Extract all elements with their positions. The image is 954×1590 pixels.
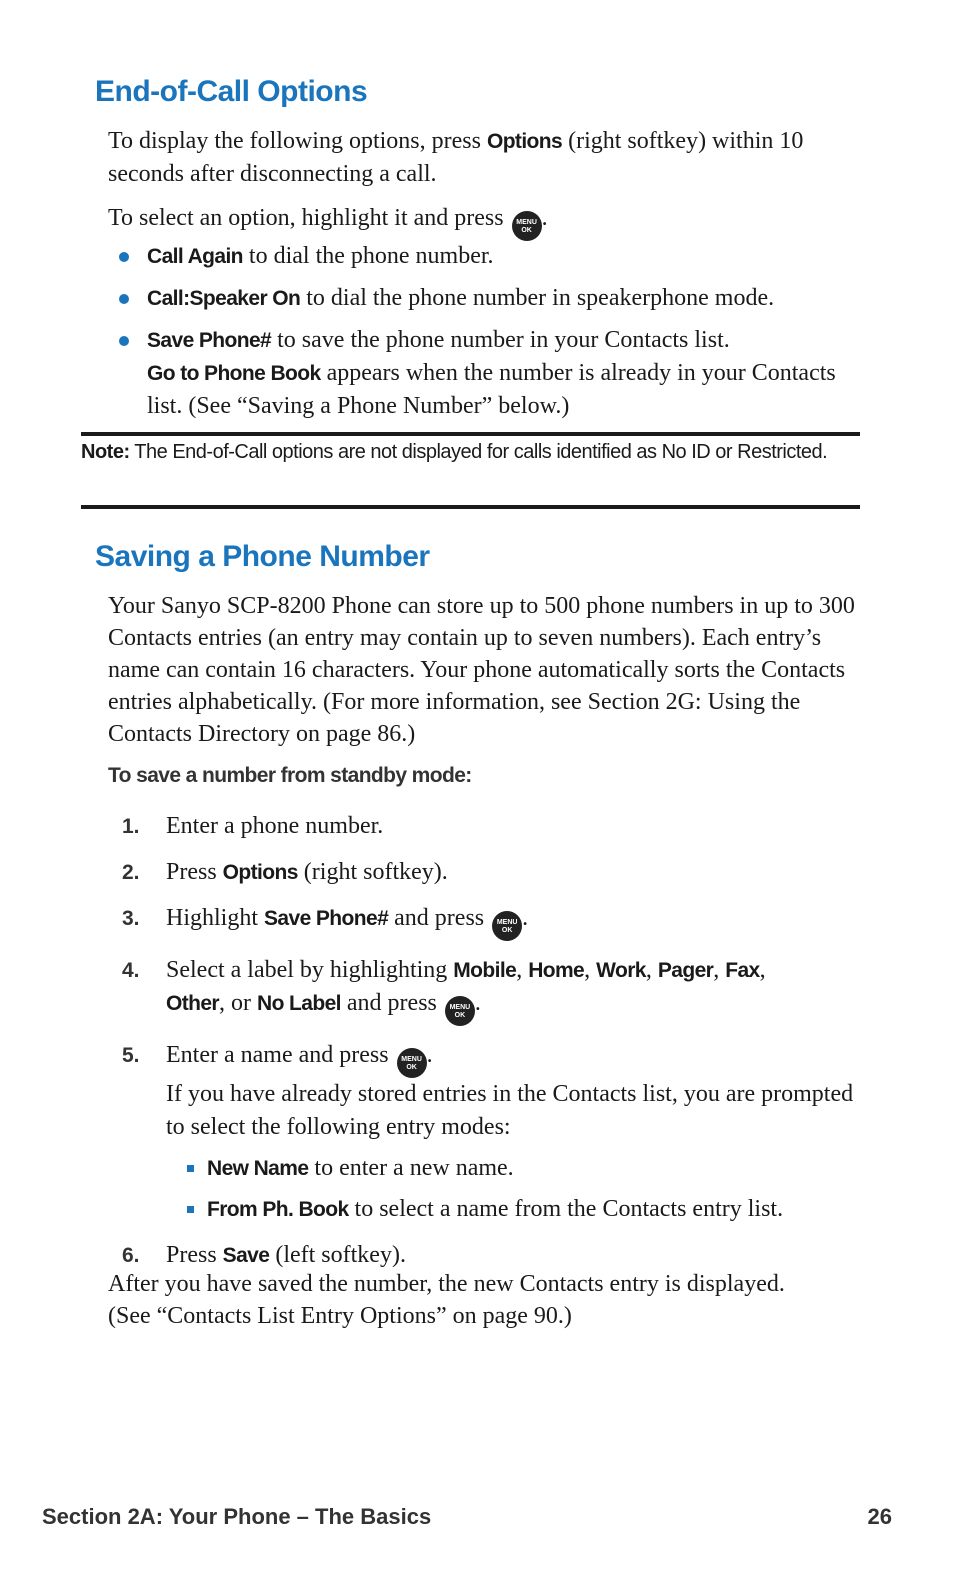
bullet-icon: [119, 336, 129, 346]
closing-paragraph: After you have saved the number, the new Contacts entry is displayed. (See “Contacts List Entry Options” on page 90.): [108, 1271, 785, 1329]
list-item: From Ph. Book to select a name from the Contacts entry list.: [166, 1193, 868, 1226]
end-of-call-options-list: [108, 240, 868, 431]
list-item: Call:Speaker On to dial the phone number in speakerphone mode.: [108, 282, 868, 315]
step-item: 6. Press Save (left softkey).: [122, 1242, 406, 1268]
select-paragraph: To select an option, highlight it and press MENU OK .: [108, 202, 548, 241]
note-top-rule: [81, 432, 860, 436]
bullet-icon: [119, 294, 129, 304]
menu-ok-key-icon: MENU OK: [492, 911, 522, 941]
procedure-heading: To save a number from standby mode:: [108, 764, 472, 787]
step-item: 1. Enter a phone number.: [122, 813, 384, 839]
list-item: New Name to enter a new name.: [166, 1152, 868, 1185]
entry-mode-list: [166, 1152, 868, 1226]
menu-ok-key-icon: MENU OK: [512, 211, 542, 241]
step-item: 5. Enter a name and press MENU OK . If you have already stored entries in the Contacts list, you are prompted to select the following entry modes: New Name to enter a new name. From Ph. Book to select a name from the Contacts entry list.: [108, 1039, 868, 1226]
list-item: Save Phone# to save the phone number in your Contacts list. Go to Phone Book appears when the number is already in your Contacts list. (See “Saving a Phone Number” below.): [108, 324, 868, 422]
list-item: Call Again to dial the phone number.: [108, 240, 868, 273]
bullet-icon: [119, 252, 129, 262]
note-bottom-rule: [81, 505, 860, 509]
menu-ok-key-icon: MENU OK: [445, 996, 475, 1026]
section-title-saving: Saving a Phone Number: [95, 540, 430, 573]
step-item: 3. Highlight Save Phone# and press MENU OK .: [108, 902, 868, 941]
footer-page-number: 26: [867, 1504, 892, 1529]
footer-section-label: Section 2A: Your Phone – The Basics: [42, 1504, 432, 1529]
keyword-options: Options: [486, 130, 563, 153]
section-title-end-of-call: End-of-Call Options: [95, 75, 368, 108]
step-item: 4. Select a label by highlighting Mobile, Home, Work, Pager, Fax, Other, or No Label and press MENU OK .: [108, 954, 868, 1026]
square-bullet-icon: [187, 1206, 194, 1213]
step-item: 2. Press Options (right softkey).: [122, 859, 448, 885]
menu-ok-key-icon: MENU OK: [397, 1048, 427, 1078]
intro-paragraph: To display the following options, press Options (right softkey) within 10 seconds after disconnecting a call.: [108, 128, 804, 187]
square-bullet-icon: [187, 1165, 194, 1172]
saving-body-paragraph: Your Sanyo SCP-8200 Phone can store up to 500 phone numbers in up to 300 Contacts entries (an entry may contain up to seven numbers). Each entry’s name can contain 16 characters. Your phone automatically sorts the Contacts entries alphabetically. (For more information, see Section 2G: Using the Contacts Directory on page 86.): [108, 593, 855, 747]
note-box: Note: The End-of-Call options are not displayed for calls identified as No ID or Restricted.: [81, 441, 828, 463]
steps-list: [108, 810, 868, 1285]
